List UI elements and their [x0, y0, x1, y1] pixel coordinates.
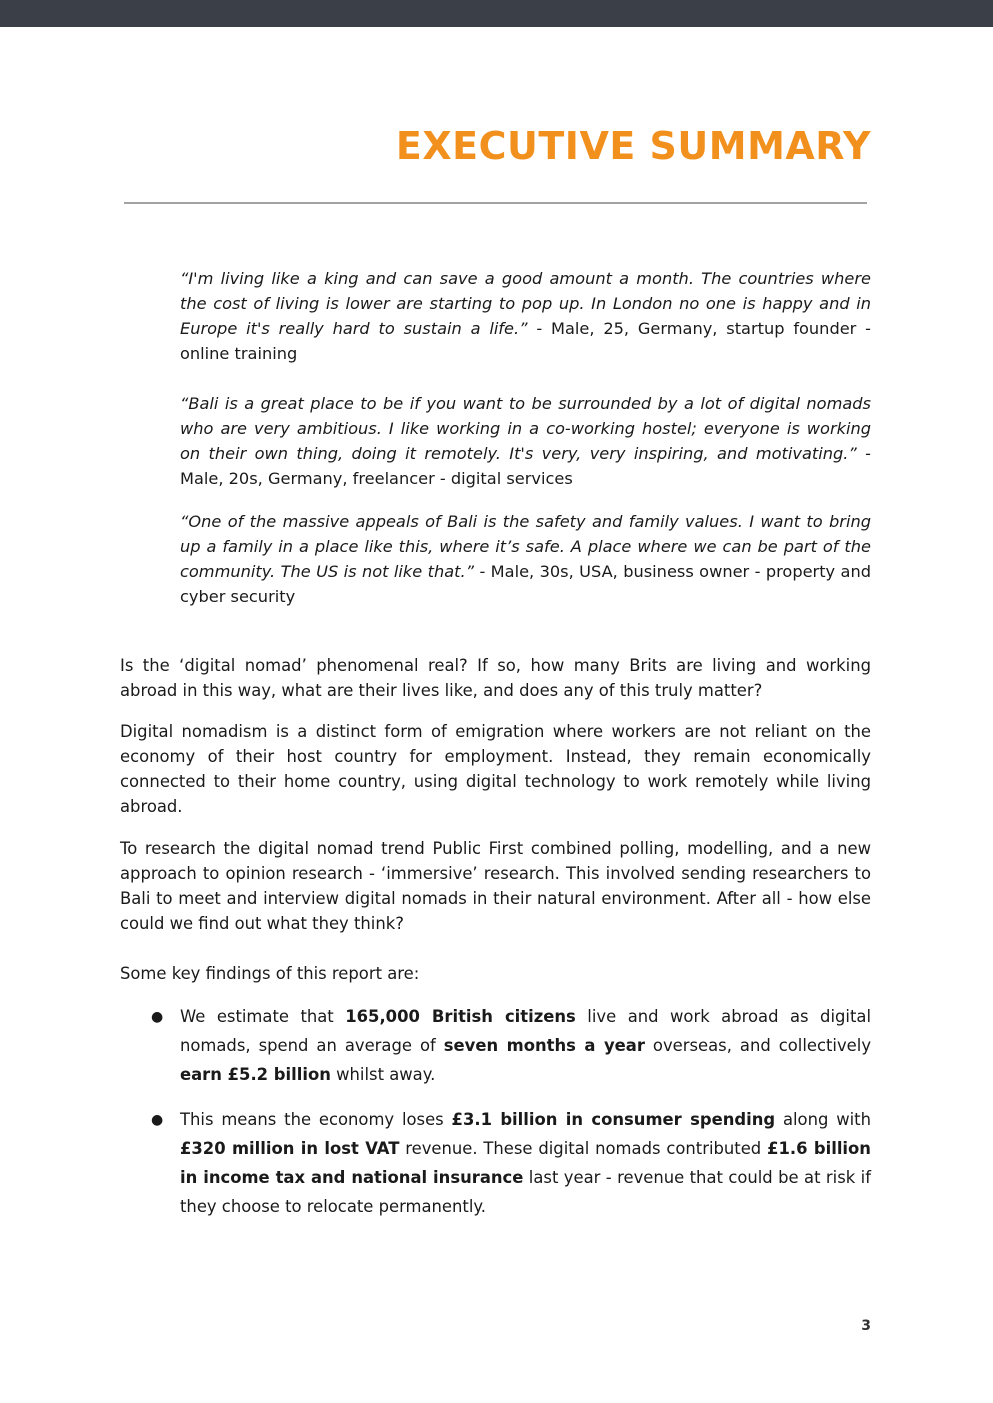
page-title: EXECUTIVE SUMMARY	[395, 124, 871, 168]
quote-2-text: “Bali is a great place to be if you want to be surrounded by a lot of digital nomads who are very ambitious. I like working in a co-working hostel; everyone is working on their own thing, doing it remotely. It's very, very inspiring, and motivating.”	[180, 394, 871, 463]
quote-3-text: “One of the massive appeals of Bali is the safety and family values. I want to bring up a family in a place like this, where it’s safe. A place where we can be part of the community. The US is not like that.”	[180, 512, 871, 581]
intro-paragraph: Is the ‘digital nomad’ phenomenal real? If so, how many Brits are living and working abroad in this way, what are their lives like, and does any of this truly matter?	[120, 656, 871, 700]
finding-text: along with	[775, 1110, 871, 1129]
research-paragraph: To research the digital nomad trend Public First combined polling, modelling, and a new approach to opinion research - ‘immersive’ research. This involved sending researchers to Bali to meet and interview digital nomads in their natural environment. After all - how else could we find out what they think?	[120, 839, 871, 933]
finding-highlight: 165,000 British citizens	[345, 1007, 576, 1026]
quote-1-text: “I'm living like a king and can save a good amount a month. The countries where the cost of living is lower are starting to pop up. In London no one is happy and in Europe it's really hard to sustain a life.”	[180, 269, 871, 338]
quote-3-attribution: - Male, 30s, USA, business owner - property and cyber security	[180, 562, 872, 606]
finding-highlight: seven months a year	[443, 1036, 645, 1055]
finding-text: overseas, and collectively	[644, 1036, 872, 1055]
definition-paragraph: Digital nomadism is a distinct form of emigration where workers are not reliant on the economy of their host country for employment. Instead, they remain economically connected to their home country, using digital technology to work remotely while living abroad.	[120, 722, 871, 816]
findings-lead-in: Some key findings of this report are:	[120, 964, 420, 983]
title-divider	[124, 202, 867, 204]
finding-text: live and work abroad as digital nomads, spend an average of	[180, 1007, 871, 1055]
page-number: 3	[861, 1318, 871, 1334]
finding-highlight: earn £5.2 billion	[180, 1065, 331, 1084]
quote-2	[180, 391, 871, 491]
quote-2-attribution: - Male, 20s, Germany, freelancer - digital services	[180, 444, 871, 488]
quote-1	[180, 266, 871, 366]
finding-item	[180, 1002, 871, 1089]
finding-highlight: £1.6 billion in income tax and national insurance	[180, 1139, 871, 1187]
finding-text: whilst away.	[330, 1065, 436, 1084]
finding-text: We estimate that	[180, 1007, 346, 1026]
bullet-marker: ●	[151, 1009, 164, 1025]
finding-text: last year - revenue that could be at risk if they choose to relocate permanently.	[180, 1168, 871, 1216]
top-header-bar	[0, 0, 993, 27]
finding-item	[180, 1105, 871, 1221]
finding-text: This means the economy loses	[180, 1110, 452, 1129]
finding-text: revenue. These digital nomads contributed	[399, 1139, 768, 1158]
finding-highlight: £3.1 billion in consumer spending	[451, 1110, 776, 1129]
quote-3	[180, 509, 871, 609]
finding-highlight: £320 million in lost VAT	[180, 1139, 400, 1158]
quote-1-attribution: - Male, 25, Germany, startup founder - online training	[180, 319, 871, 363]
bullet-marker: ●	[151, 1112, 164, 1128]
